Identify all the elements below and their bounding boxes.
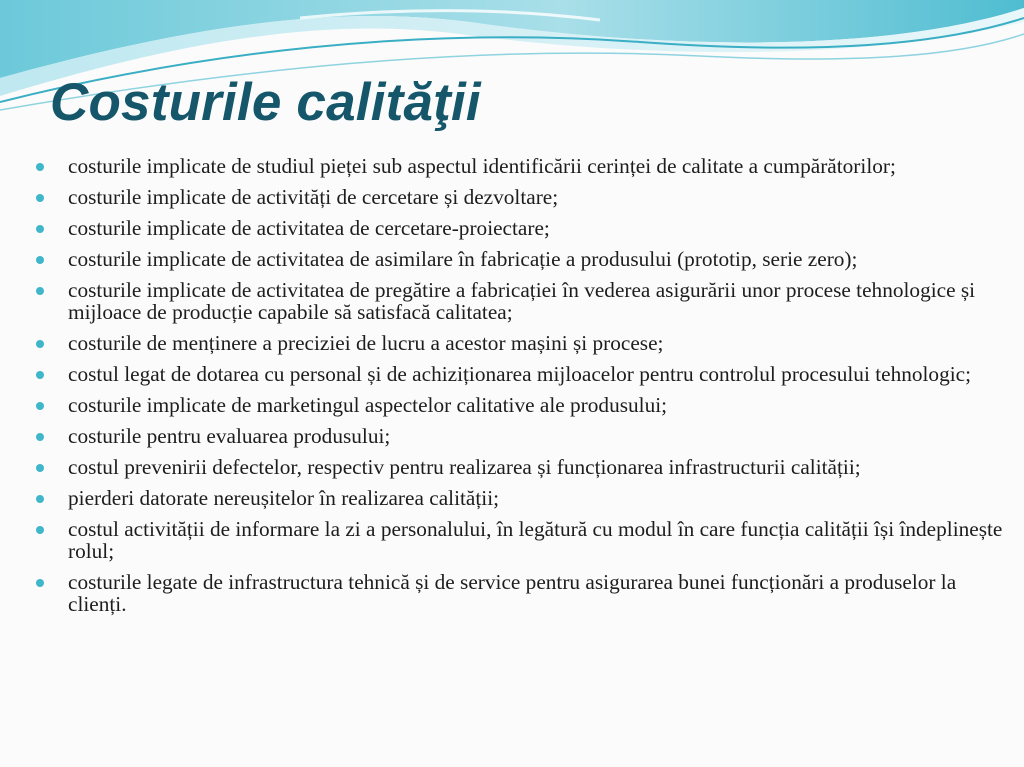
list-item: [36, 217, 1006, 239]
bullet-dot-icon: [36, 163, 44, 171]
list-item-text: costurile implicate de activitatea de cercetare-proiectare;: [68, 216, 550, 240]
bullet-dot-icon: [36, 402, 44, 410]
bullet-list: [36, 155, 1006, 624]
list-item: [36, 155, 1006, 177]
list-item: [36, 571, 1006, 615]
bullet-dot-icon: [36, 579, 44, 587]
bullet-dot-icon: [36, 433, 44, 441]
list-item-text: costul activității de informare la zi a personalului, în legătură cu modul în care funcția calității își îndeplinește rolul;: [68, 517, 1003, 563]
list-item: [36, 518, 1006, 562]
bullet-dot-icon: [36, 495, 44, 503]
bullet-dot-icon: [36, 371, 44, 379]
bullet-dot-icon: [36, 225, 44, 233]
list-item: [36, 332, 1006, 354]
bullet-dot-icon: [36, 194, 44, 202]
bullet-dot-icon: [36, 256, 44, 264]
list-item: [36, 425, 1006, 447]
list-item-text: costul prevenirii defectelor, respectiv pentru realizarea și funcționarea infrastructurii calității;: [68, 455, 861, 479]
list-item-text: costurile implicate de studiul pieței sub aspectul identificării cerinței de calitate a cumpărătorilor;: [68, 154, 896, 178]
list-item-text: costurile implicate de activități de cercetare și dezvoltare;: [68, 185, 559, 209]
bullet-dot-icon: [36, 287, 44, 295]
list-item-text: costurile implicate de activitatea de pregătire a fabricației în vederea asigurării unor procese tehnologice și mijloace de producție capabile să satisfacă calitatea;: [68, 278, 976, 324]
list-item-text: costurile implicate de activitatea de asimilare în fabricație a produsului (prototip, serie zero);: [68, 247, 858, 271]
list-item-text: costurile legate de infrastructura tehnică și de service pentru asigurarea bunei funcționări a produselor la clienți.: [68, 570, 957, 616]
list-item-text: costurile implicate de marketingul aspectelor calitative ale produsului;: [68, 393, 668, 417]
list-item: [36, 248, 1006, 270]
list-item-text: pierderi datorate nereușitelor în realizarea calității;: [68, 486, 500, 510]
list-item: [36, 279, 1006, 323]
list-item: [36, 363, 1006, 385]
list-item-text: costul legat de dotarea cu personal și de achiziționarea mijloacelor pentru controlul procesului tehnologic;: [68, 362, 972, 386]
list-item-text: costurile pentru evaluarea produsului;: [68, 424, 391, 448]
list-item: [36, 394, 1006, 416]
list-item: [36, 456, 1006, 478]
list-item-text: costurile de menținere a preciziei de lucru a acestor mașini și procese;: [68, 331, 664, 355]
slide-title: Costurile calităţii: [50, 73, 481, 132]
list-item: [36, 487, 1006, 509]
list-item: [36, 186, 1006, 208]
bullet-dot-icon: [36, 464, 44, 472]
bullet-dot-icon: [36, 340, 44, 348]
bullet-dot-icon: [36, 526, 44, 534]
